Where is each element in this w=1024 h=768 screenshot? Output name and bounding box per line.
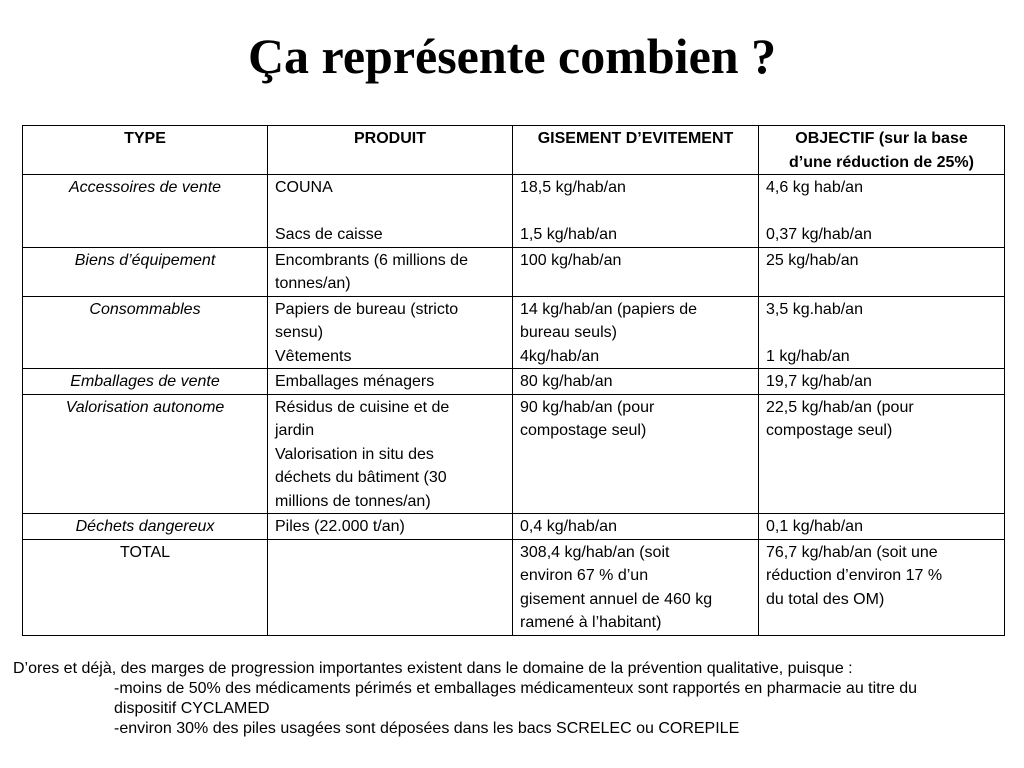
gisement-cell [513, 247, 759, 296]
gisement-cell [513, 296, 759, 369]
objectif-cell [759, 296, 1005, 369]
total-objectif-cell [759, 539, 1005, 635]
cell-line: Encombrants (6 millions de [275, 251, 468, 269]
cell-line: compostage seul) [766, 422, 893, 439]
cell-line: 14 kg/hab/an (papiers de [520, 300, 698, 318]
cell-line: 0,37 kg/hab/an [766, 226, 872, 243]
table-row [23, 394, 1005, 514]
cell-line: Vêtements [275, 347, 352, 365]
objectif-cell [759, 175, 1005, 248]
cell-line: 76,7 kg/hab/an (soit une [766, 543, 938, 561]
cell-line: 19,7 kg/hab/an [766, 373, 872, 390]
cell-line: réduction d’environ 17 % [766, 567, 943, 584]
footer-notes [13, 659, 1013, 739]
cell-line: tonnes/an) [275, 275, 351, 292]
cell-line: 1 kg/hab/an [766, 347, 850, 365]
cell-line: 90 kg/hab/an (pour [520, 398, 655, 416]
produit-cell [268, 369, 513, 395]
header-produit: PRODUIT [268, 126, 513, 175]
cell-line: gisement annuel de 460 kg [520, 590, 713, 608]
cell-line: compostage seul) [520, 422, 647, 439]
produit-cell [268, 394, 513, 514]
header-gisement: GISEMENT D’EVITEMENT [513, 126, 759, 175]
cell-line: Résidus de cuisine et de [275, 398, 450, 416]
cell-line: 0,4 kg/hab/an [520, 518, 617, 535]
gisement-cell [513, 175, 759, 248]
cell-line: 22,5 kg/hab/an (pour [766, 398, 914, 416]
cell-line: 25 kg/hab/an [766, 251, 859, 269]
total-gisement-cell [513, 539, 759, 635]
cell-line: bureau seuls) [520, 324, 617, 341]
cell-line: 18,5 kg/hab/an [520, 179, 626, 196]
cell-line: 3,5 kg.hab/an [766, 300, 863, 318]
table-row [23, 369, 1005, 395]
type-cell: Biens d’équipement [23, 247, 268, 296]
cell-line: environ 67 % d’un [520, 567, 649, 584]
cell-line: 4kg/hab/an [520, 347, 600, 365]
cell-line: 1,5 kg/hab/an [520, 226, 617, 243]
cell-line: du total des OM) [766, 590, 885, 608]
table-row [23, 247, 1005, 296]
cell-line: Papiers de bureau (stricto [275, 300, 459, 318]
footer-bullet: dispositif CYCLAMED [114, 700, 270, 717]
header-type: TYPE [23, 126, 268, 175]
cell-line: 308,4 kg/hab/an (soit [520, 543, 670, 561]
cell-line: 100 kg/hab/an [520, 251, 622, 269]
cell-line: Valorisation in situ des [275, 445, 434, 463]
footer-bullet: -environ 30% des piles usagées sont déposées dans les bacs SCRELEC ou COREPILE [114, 720, 740, 737]
produit-cell [268, 514, 513, 540]
slide-title: Ça représente combien ? [247, 28, 777, 84]
type-cell: Accessoires de vente [23, 175, 268, 248]
footer-bullet: -moins de 50% des médicaments périmés et emballages médicamenteux sont rapportés en pharmacie au titre du [114, 680, 918, 697]
table-row [23, 296, 1005, 369]
produit-cell [268, 247, 513, 296]
header-objectif [759, 126, 1005, 175]
cell-line: millions de tonnes/an) [275, 492, 431, 510]
header-objectif-line: OBJECTIF (sur la base [795, 130, 968, 147]
cell-line: 80 kg/hab/an [520, 373, 613, 390]
total-produit-cell [268, 539, 513, 635]
footer-intro: D’ores et déjà, des marges de progression importantes existent dans le domaine de la prévention qualitative, puisque : [13, 660, 853, 677]
cell-line: Piles (22.000 t/an) [275, 518, 405, 535]
cell-line: jardin [275, 422, 315, 439]
table-header-row [23, 126, 1005, 175]
objectif-cell [759, 514, 1005, 540]
type-cell: Déchets dangereux [23, 514, 268, 540]
table-row [23, 514, 1005, 540]
produit-cell [268, 175, 513, 248]
type-cell: Emballages de vente [23, 369, 268, 395]
type-cell: Consommables [23, 296, 268, 369]
cell-line: 4,6 kg hab/an [766, 179, 863, 196]
gisement-cell [513, 514, 759, 540]
objectif-cell [759, 247, 1005, 296]
total-label: TOTAL [23, 539, 268, 635]
cell-line: sensu) [275, 324, 324, 341]
gisement-cell [513, 369, 759, 395]
table-total-row [23, 539, 1005, 635]
produit-cell [268, 296, 513, 369]
cell-line: 0,1 kg/hab/an [766, 518, 863, 535]
objectif-cell [759, 369, 1005, 395]
cell-line: Sacs de caisse [275, 226, 383, 243]
objectif-cell [759, 394, 1005, 514]
cell-line: COUNA [275, 179, 333, 196]
cell-line: ramené à l’habitant) [520, 614, 662, 631]
type-cell: Valorisation autonome [23, 394, 268, 514]
header-objectif-line: d’une réduction de 25%) [789, 153, 974, 171]
data-table [22, 125, 1005, 636]
cell-line: Emballages ménagers [275, 373, 435, 390]
table-row [23, 175, 1005, 248]
gisement-cell [513, 394, 759, 514]
cell-line: déchets du bâtiment (30 [275, 469, 447, 486]
